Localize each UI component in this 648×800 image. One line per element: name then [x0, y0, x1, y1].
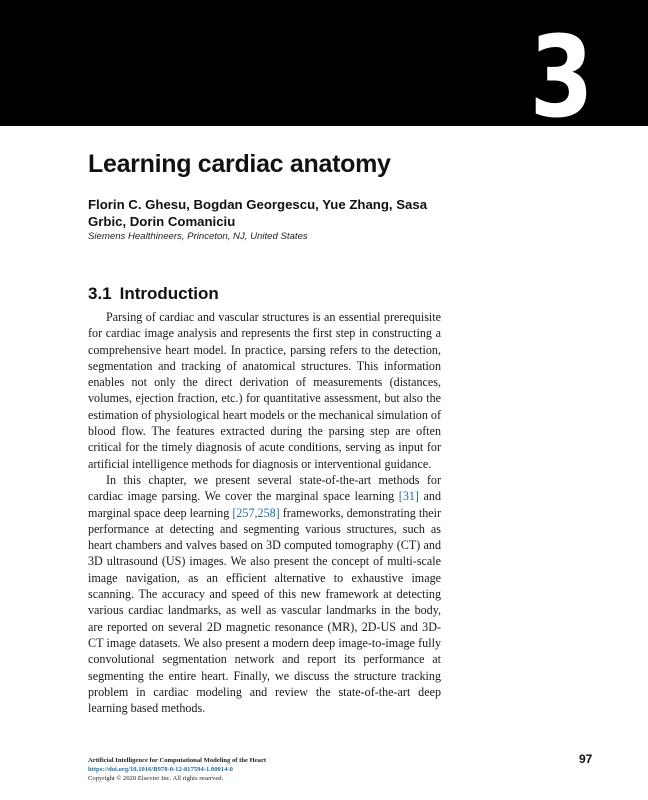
citation-bracket-close: ]: [275, 505, 280, 520]
author-affiliation: Siemens Healthineers, Princeton, NJ, United States: [88, 231, 308, 242]
citation-link-31[interactable]: [31]: [398, 489, 419, 504]
body-text: [88, 309, 441, 716]
copyright-notice: Copyright © 2020 Elsevier Inc. All rights reserved.: [88, 774, 224, 782]
chapter-title: Learning cardiac anatomy: [88, 150, 391, 178]
chapter-number: 3: [529, 13, 592, 143]
paragraph-2-part-b: and marginal space deep learning: [88, 489, 441, 520]
paragraph-2-part-c: frameworks, demonstrating their performance at detecting and segmenting various structures, such as heart chambers and valves based on 3D computed tomography (CT) and 3D ultrasound (US) images. We also present the concept of multi-scale image navigation, as an efficient alternative to exhaustive image scanning. The accuracy and speed of this new framework at detecting various cardiac landmarks, as well as vascular landmarks in the body, are reported on several 2D magnetic resonance (MR), 2D-US and 3D-CT image datasets. We also present a modern deep image-to-image fully convolutional segmentation network and report its performance at segmenting the entire heart. Finally, we discuss the structure tracking problem in cardiac modeling and review the state-of-the-art deep learning based methods.: [88, 505, 441, 716]
citation-link-257[interactable]: 257: [236, 505, 255, 520]
citation-separator: ,: [254, 505, 258, 520]
book-title: Artificial Intelligence for Computational Modeling of the Heart: [88, 757, 267, 764]
paragraph-2: [88, 472, 441, 716]
page-number: 97: [579, 752, 593, 766]
chapter-authors: Florin C. Ghesu, Bogdan Georgescu, Yue Zhang, Sasa Grbic, Dorin Comaniciu: [88, 197, 428, 229]
section-title: Introduction: [119, 284, 219, 303]
paragraph-2-part-a: In this chapter, we present several state-of-the-art methods for cardiac image parsing. We cover the marginal space learning: [88, 472, 441, 504]
section-number: 3.1: [88, 284, 112, 303]
paragraph-1: Parsing of cardiac and vascular structures is an essential prerequisite for cardiac image analysis and represents the first step in constructing a comprehensive heart model. In practice, parsing refers to the detection, segmentation and tracking of anatomical structures. This information enables not only the direct derivation of measurements (distances, volumes, ejection fraction, etc.) for quantitative assessment, but also the estimation of physiological heart models or the mechanical simulation of blood flow. The features extracted during the parsing step are often critical for the timely diagnosis of acute conditions, serving as input for artificial intelligence methods for diagnosis or interventional guidance.: [88, 310, 441, 471]
chapter-header-band: [0, 0, 648, 143]
page-footer: [88, 757, 508, 783]
doi-link[interactable]: https://doi.org/10.1016/B978-0-12-817594-1.00014-0: [88, 765, 233, 773]
citation-bracket-open: [: [232, 505, 237, 520]
section-heading: [88, 284, 219, 304]
citation-link-258[interactable]: 258: [257, 505, 276, 520]
